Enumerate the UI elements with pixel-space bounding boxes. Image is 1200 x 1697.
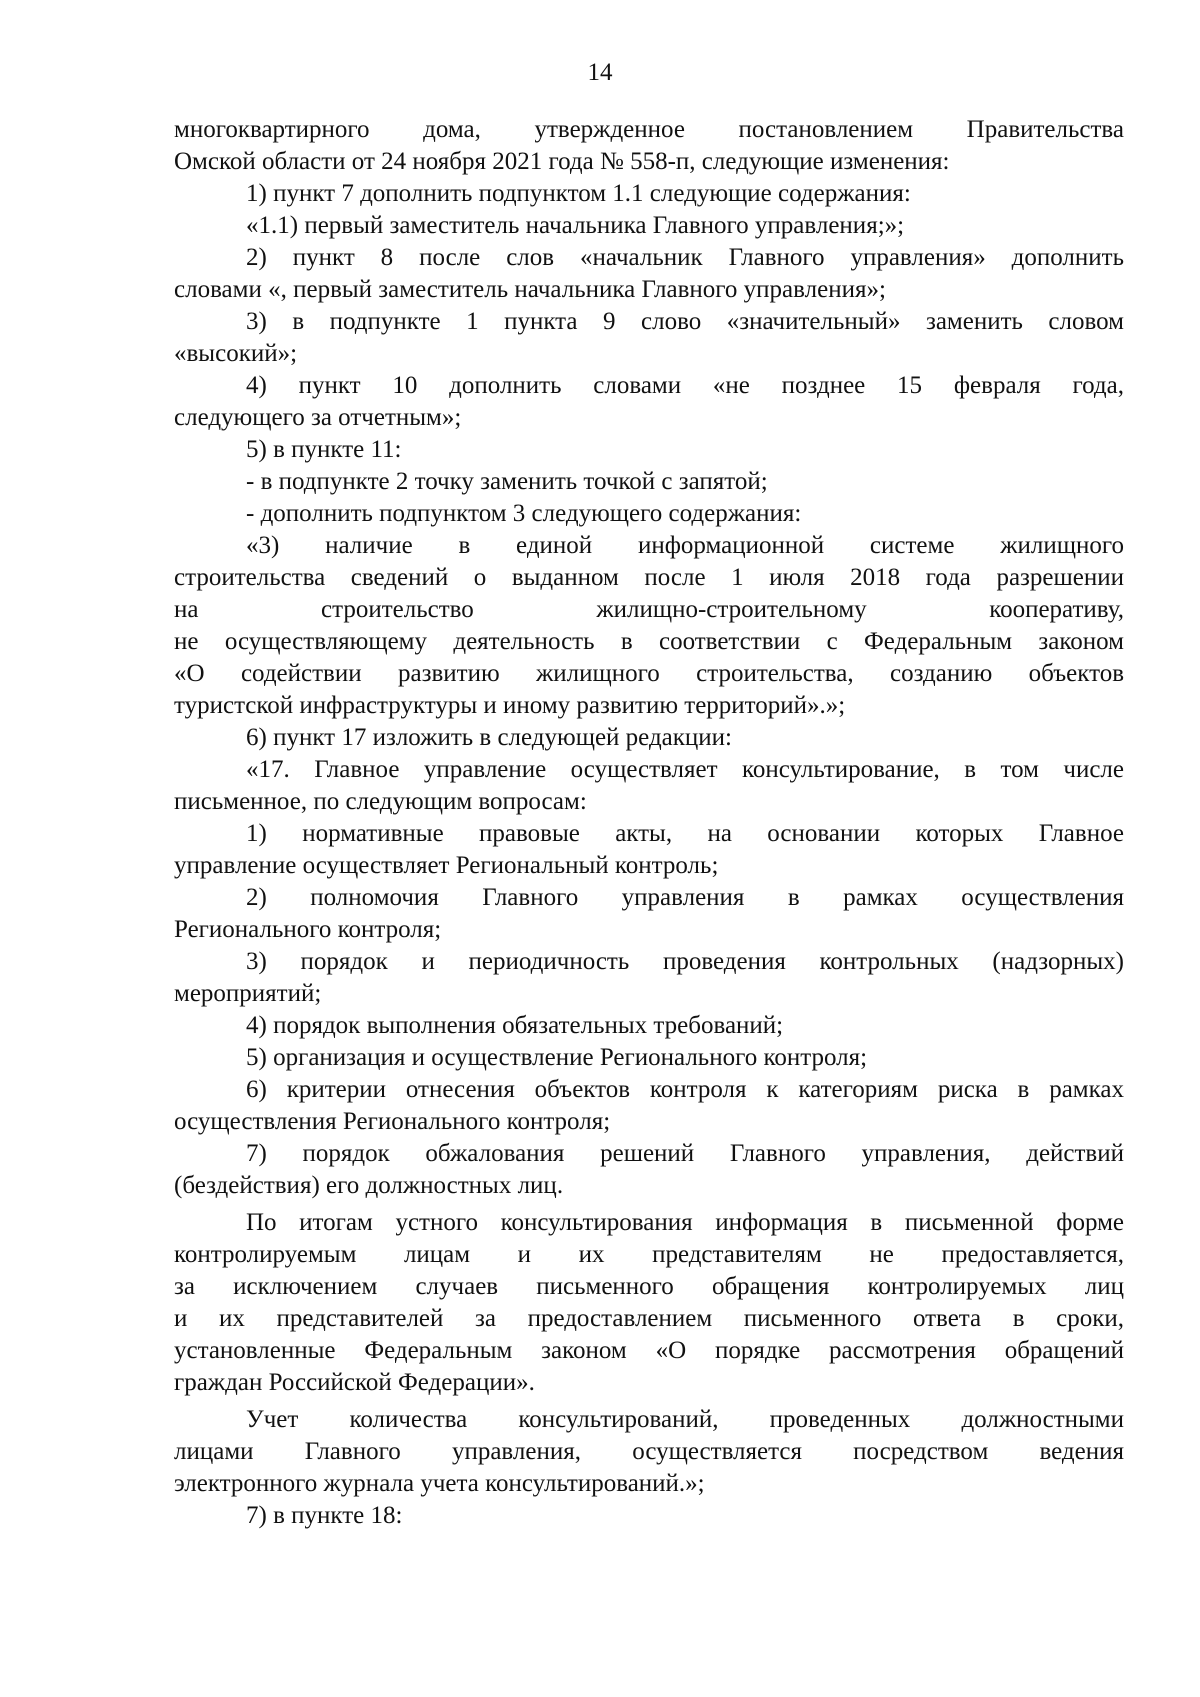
text-line: 2) полномочия Главного управления в рамках осуществления: [246, 884, 1124, 911]
text-line: - дополнить подпунктом 3 следующего содержания:: [246, 500, 802, 527]
text-line: 2) пункт 8 после слов «начальник Главного управления» дополнить: [246, 244, 1124, 271]
text-line: письменное, по следующим вопросам:: [174, 788, 587, 815]
text-line: 6) пункт 17 изложить в следующей редакции:: [246, 724, 732, 751]
text-line: - в подпункте 2 точку заменить точкой с запятой;: [246, 468, 768, 495]
text-line: осуществления Регионального контроля;: [174, 1108, 611, 1135]
document-body: [174, 114, 1124, 1532]
text-line: 1) нормативные правовые акты, на основании которых Главное: [246, 820, 1124, 847]
text-line: 7) порядок обжалования решений Главного управления, действий: [246, 1140, 1124, 1167]
text-line: 1) пункт 7 дополнить подпунктом 1.1 следующие содержания:: [246, 180, 911, 207]
text-line: 5) в пункте 11:: [246, 436, 402, 463]
text-line: «1.1) первый заместитель начальника Главного управления;»;: [246, 212, 905, 239]
text-line: за исключением случаев письменного обращения контролируемых лиц: [174, 1273, 1124, 1300]
text-line: мероприятий;: [174, 980, 322, 1007]
text-line: «высокий»;: [174, 340, 298, 367]
text-line: «17. Главное управление осуществляет консультирование, в том числе: [246, 756, 1124, 783]
text-line: и их представителей за предоставлением письменного ответа в сроки,: [174, 1305, 1124, 1332]
text-line: строительства сведений о выданном после 1 июля 2018 года разрешении: [174, 564, 1124, 591]
text-line: По итогам устного консультирования информация в письменной форме: [246, 1209, 1124, 1236]
text-line: 3) порядок и периодичность проведения контрольных (надзорных): [246, 948, 1124, 975]
text-line: 4) порядок выполнения обязательных требований;: [246, 1012, 784, 1039]
text-line: на строительство жилищно-строительному кооперативу,: [174, 596, 1124, 623]
text-line: (бездействия) его должностных лиц.: [174, 1172, 564, 1199]
text-line: 4) пункт 10 дополнить словами «не позднее 15 февраля года,: [246, 372, 1124, 399]
text-line: лицами Главного управления, осуществляется посредством ведения: [174, 1438, 1124, 1465]
text-line: электронного журнала учета консультирований.»;: [174, 1470, 705, 1497]
text-line: Регионального контроля;: [174, 916, 442, 943]
text-line: управление осуществляет Региональный контроль;: [174, 852, 719, 879]
text-line: 7) в пункте 18:: [246, 1502, 403, 1529]
text-line: словами «, первый заместитель начальника Главного управления»;: [174, 276, 886, 303]
text-line: 5) организация и осуществление Регионального контроля;: [246, 1044, 868, 1071]
text-line: туристской инфраструктуры и иному развитию территорий».»;: [174, 692, 846, 719]
text-line: Учет количества консультирований, проведенных должностными: [246, 1406, 1124, 1433]
text-line: «3) наличие в единой информационной системе жилищного: [246, 532, 1124, 559]
text-line: Омской области от 24 ноября 2021 года № 558-п, следующие изменения:: [174, 148, 950, 175]
text-line: следующего за отчетным»;: [174, 404, 462, 431]
text-line: 3) в подпункте 1 пункта 9 слово «значительный» заменить словом: [246, 308, 1124, 335]
text-line: не осуществляющему деятельность в соответствии с Федеральным законом: [174, 628, 1124, 655]
text-line: установленные Федеральным законом «О порядке рассмотрения обращений: [174, 1337, 1124, 1364]
page-number: 14: [587, 59, 613, 86]
text-line: 6) критерии отнесения объектов контроля к категориям риска в рамках: [246, 1076, 1124, 1103]
text-line: многоквартирного дома, утвержденное постановлением Правительства: [174, 116, 1124, 143]
text-line: «О содействии развитию жилищного строительства, созданию объектов: [174, 660, 1124, 687]
text-line: контролируемым лицам и их представителям не предоставляется,: [174, 1241, 1124, 1268]
text-line: граждан Российской Федерации».: [174, 1369, 535, 1396]
